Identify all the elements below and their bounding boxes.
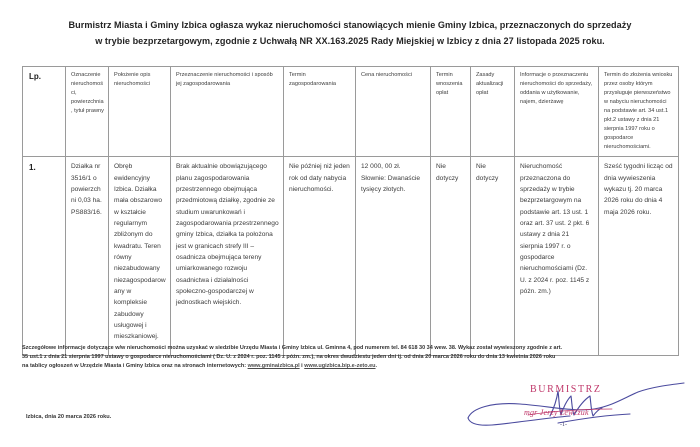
column-header-zasady-aktualizacji-oplat: Zasady aktualizacji opłat	[471, 67, 515, 157]
stamp-name: mgr Jerzy Lewczuk	[524, 408, 589, 417]
link-ugizbica-bip[interactable]: www.ugizbica.bip.e-zeto.eu	[304, 363, 376, 370]
footer-line-3	[22, 362, 680, 371]
cell-termin-zagospodarowania: Nie później niż jeden rok od daty nabycia nieruchomości.	[284, 157, 356, 356]
signature-block	[462, 382, 700, 444]
title-line-1: Burmistrz Miasta i Gminy Izbica ogłasza wykaz nieruchomości stanowiących mienie Gminy Izbica, przeznaczonych do sprzedaży	[68, 20, 632, 30]
footer-line-3-suffix: .	[375, 363, 378, 370]
column-header-lp: Lp.	[23, 67, 66, 157]
column-header-oznaczenie: Oznaczenie nieruchomości, powierzchnia, tytuł prawny	[66, 67, 109, 157]
cell-termin-zlozenia-wniosku: Sześć tygodni licząc od dnia wywieszenia wykazu tj. 20 marca 2026 roku do dnia 4 maja 2026 roku.	[599, 157, 679, 356]
title-line-2: w trybie bezprzetargowym, zgodnie z Uchwałą NR XX.163.2025 Rady Miejskiej w Izbicy z dnia 27 listopada 2025 roku.	[95, 35, 605, 46]
cell-lp: 1.	[23, 157, 66, 356]
cell-zasady-aktualizacji-oplat: Nie dotyczy	[471, 157, 515, 356]
column-header-polozenie: Położenie opis nieruchomości	[109, 67, 171, 157]
table-header-row	[23, 67, 679, 157]
column-header-termin-zlozenia-wniosku: Termin do złożenia wniosku przez osoby którym przysługuje pierwszeństwo w nabyciu nieruchomości na podstawie art. 34 ust.1 pkt.2 ustawy z dnia 21 sierpnia 1997 roku o gospodarce nieruchomościami.	[599, 67, 679, 157]
footer-line-1: Szczegółowe informacje dotyczące w/w nieruchomości można uzyskać w siedzibie Urzędu Miasta i Gminy Izbica ul. Gminna 4, pod numerem tel. 84 618 30 34 wew. 38. Wykaz został wywieszony zgodnie z art.	[22, 345, 563, 351]
property-notice-table	[22, 66, 679, 356]
footer-line-2: 35 ust.1 z dnia 21 sierpnia 1997 ustawy o gospodarce nieruchomościami ( Dz. U. z 2024 r. poz. 1145 z póżn. zm.), na okres dwudziestu jeden dni tj. od dnia 20 marca 2026 roku do dnia 13 kwietnia 2026 roku	[22, 354, 556, 361]
footer-line-3-prefix: na tablicy ogłoszeń w Urzędzie Miasta i Gminy Izbica oraz na stronach internetowych:	[22, 363, 248, 370]
column-header-termin-wnoszenia-oplat: Termin wnoszenia opłat	[431, 67, 471, 157]
column-header-cena: Cena nieruchomości	[356, 67, 431, 157]
cell-termin-wnoszenia-oplat: Nie dotyczy	[431, 157, 471, 356]
column-header-informacje: Informacje o przeznaczeniu nieruchomości do sprzedaży, oddania w użytkowanie, najem, dzierżawę	[515, 67, 599, 157]
stamp-title: BURMISTRZ	[530, 384, 602, 395]
cell-oznaczenie: Działka nr 3516/1 o powierzchni 0,03 ha. PS883/16.	[66, 157, 109, 356]
place-and-date: Izbica, dnia 20 marca 2026 roku.	[26, 414, 112, 420]
cell-cena: 12 000, 00 zł. Słownie: Dwanaście tysięcy złotych.	[356, 157, 431, 356]
table-row	[23, 157, 679, 356]
cell-polozenie: Obręb ewidencyjny Izbica. Działka mała obszarowo w kształcie regularnym zbliżonym do kwadratu. Teren równy niezabudowany niezagospodarowany w kompleksie zabudowy usługowej i mieszkaniowej.	[109, 157, 171, 356]
cell-informacje: Nieruchomość przeznaczona do sprzedaży w trybie bezprzetargowym na podstawie art. 13 ust. 1 oraz art. 37 ust. 2 pkt. 6 ustawy z dnia 21 sierpnia 1997 r. o gospodarce nieruchomościami (Dz. U. z 2024 r. poz. 1145 z póżn. zm.)	[515, 157, 599, 356]
cell-przeznaczenie: Brak aktualnie obowiązującego planu zagospodarowania przestrzennego obejmująca przedmiotową działkę, zgodnie ze studium uwarunkowań i zagospodarowania przestrzennego gminy Izbica, działka ta położona jest w granicach strefy III – osadnicza obejmująca tereny umiarkowanego rozwoju osadnictwa i działalności społeczno-gospodarczej w jednostkach wiejskich.	[171, 157, 284, 356]
page-title	[28, 18, 672, 50]
link-gminaizbica[interactable]: www.gminaizbica.pl	[247, 363, 300, 370]
footer-note	[22, 344, 680, 372]
column-header-termin-zagospodarowania: Termin zagospodarowania	[284, 67, 356, 157]
footer-url-separator: i	[299, 363, 305, 370]
column-header-przeznaczenie: Przeznaczenie nieruchomości i sposób jej zagospodarowania	[171, 67, 284, 157]
notice-table-wrapper	[22, 66, 678, 356]
page-number: -1-	[560, 422, 567, 428]
